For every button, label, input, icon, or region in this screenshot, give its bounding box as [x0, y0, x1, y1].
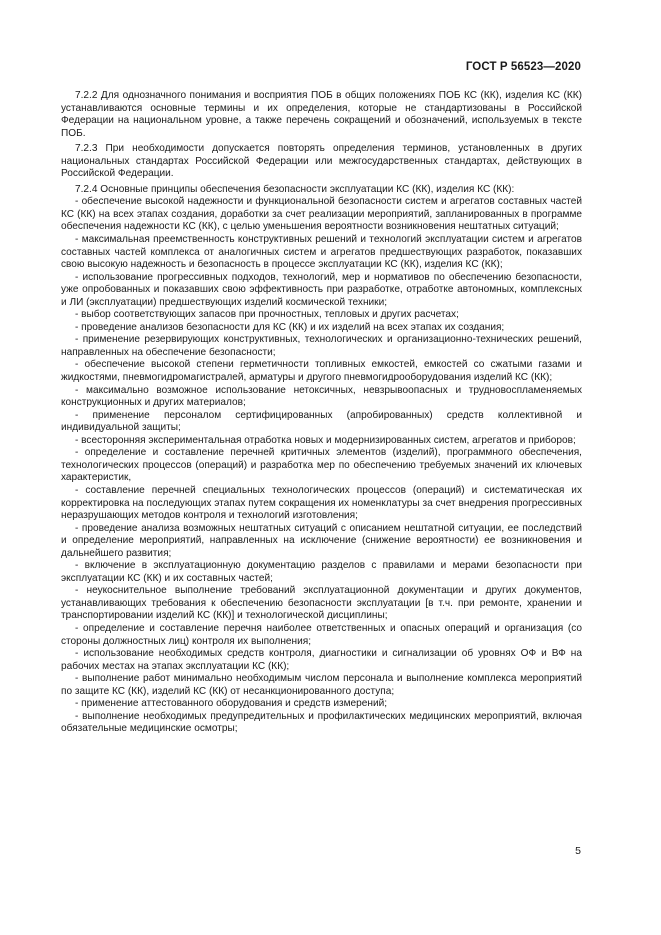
list-item: - проведение анализов безопасности для КС (КК) и их изделий на всех этапах их создания;: [75, 321, 505, 333]
list-item: - максимальная преемственность конструктивных решений и технологий эксплуатации систем и агрегатов составных частей комплекса от аналогичных систем и агрегатов предшествующих разработок, показавших свою высокую надежность и безопасность в процессе эксплуатации КС (КК), изделия КС (КК);: [61, 234, 582, 271]
list-item: - выбор соответствующих запасов при прочностных, тепловых и других расчетах;: [75, 309, 459, 321]
body-text: [61, 90, 582, 736]
list-item: - проведение анализа возможных нештатных ситуаций с описанием нештатной ситуации, ее последствий и определение мероприятий, направленных на исключение (снижение вероятности) ее возникновения и дальнейшего развития;: [61, 522, 582, 559]
clause-7-2-2: 7.2.2 Для однозначного понимания и восприятия ПОБ в общих положениях ПОБ КС (КК), изделия КС (КК) устанавливаются основные термины и их определения, которые не стандартизованы в Российской Федерации на национальном уровне, а также перечень сокращений и обозначений, используемых в тексте ПОБ.: [61, 90, 582, 139]
list-item: - всесторонняя экспериментальная отработка новых и модернизированных систем, агрегатов и приборов;: [75, 434, 576, 446]
list-item: - выполнение необходимых предупредительных и профилактических медицинских мероприятий, включая обязательные медицинские осмотры;: [61, 710, 582, 735]
list-item: - определение и составление перечня наиболее ответственных и опасных операций и организация (со стороны должностных лиц) контроля их выполнения;: [61, 622, 582, 647]
list-item: - применение персоналом сертифицированных (апробированных) средств коллективной и индивидуальной защиты;: [61, 409, 582, 434]
clause-7-2-3: 7.2.3 При необходимости допускается повторять определения терминов, установленных в других национальных стандартах Российской Федерации или межгосударственных стандартах, действующих в Российской Федерации.: [61, 143, 582, 180]
list-item: - обеспечение высокой надежности и функциональной безопасности систем и агрегатов составных частей КС (КК) на всех этапах создания, доработки за счет реализации мероприятий, запланированных в программе обеспечения надежности КС (КК), с целью уменьшения вероятности возникновения нештатных ситуаций;: [61, 196, 582, 233]
list-item: - включение в эксплуатационную документацию разделов с правилами и мерами безопасности при эксплуатации КС (КК) и их составных частей;: [61, 560, 582, 584]
list-item: - выполнение работ минимально необходимым числом персонала и выполнение комплекса мероприятий по защите КС (КК), изделий КС (КК) от несанкционированного доступа;: [61, 673, 582, 697]
list-item: - неукоснительное выполнение требований эксплуатационной документации и других документов, устанавливающих требования к обеспечению безопасности эксплуатации [в т.ч. при ремонте, хранении и транспортировании изделий КС (КК)] и технологической дисциплины;: [61, 585, 582, 622]
list-item: - определение и составление перечней критичных элементов (изделий), программного обеспечения, технологических процессов (операций) и разработка мер по обеспечению требуемых значений их ключевых характеристик,: [61, 447, 582, 484]
list-item: - применение аттестованного оборудования и средств измерений;: [75, 698, 388, 710]
clause-7-2-4: 7.2.4 Основные принципы обеспечения безопасности эксплуатации КС (КК), изделия КС (КК):: [75, 183, 515, 195]
list-item: - применение резервирующих конструктивных, технологических и организационно-технических решений, направленных на обеспечение безопасности;: [61, 334, 582, 358]
list-item: - использование необходимых средств контроля, диагностики и сигнализации об уровнях ОФ и ВФ на рабочих местах на этапах эксплуатации КС (КК);: [61, 648, 582, 672]
list-item: - обеспечение высокой степени герметичности топливных емкостей, емкостей со сжатыми газами и жидкостями, пневмогидромагистралей, арматуры и другого пневмогидрооборудования изделий КС (КК);: [61, 359, 582, 384]
standard-header: ГОСТ Р 56523—2020: [465, 61, 581, 73]
list-item: - максимально возможное использование нетоксичных, невзрывоопасных и трудновоспламеняемых конструкционных и других материалов;: [61, 384, 582, 409]
page-number: 5: [575, 845, 581, 857]
list-item: - составление перечней специальных технологических процессов (операций) и систематическая их корректировка на последующих этапах путем сокращения их номенклатуры за счет внедрения прогрессивных неразрушающих методов контроля и технологий изготовления;: [61, 484, 582, 522]
list-item: - использование прогрессивных подходов, технологий, мер и нормативов по обеспечению безопасности, уже опробованных и показавших свою эффективность при разработке, отработке автономных, комплексных и ЛИ (эксплуатации) предшествующих изделий космической техники;: [61, 271, 582, 308]
